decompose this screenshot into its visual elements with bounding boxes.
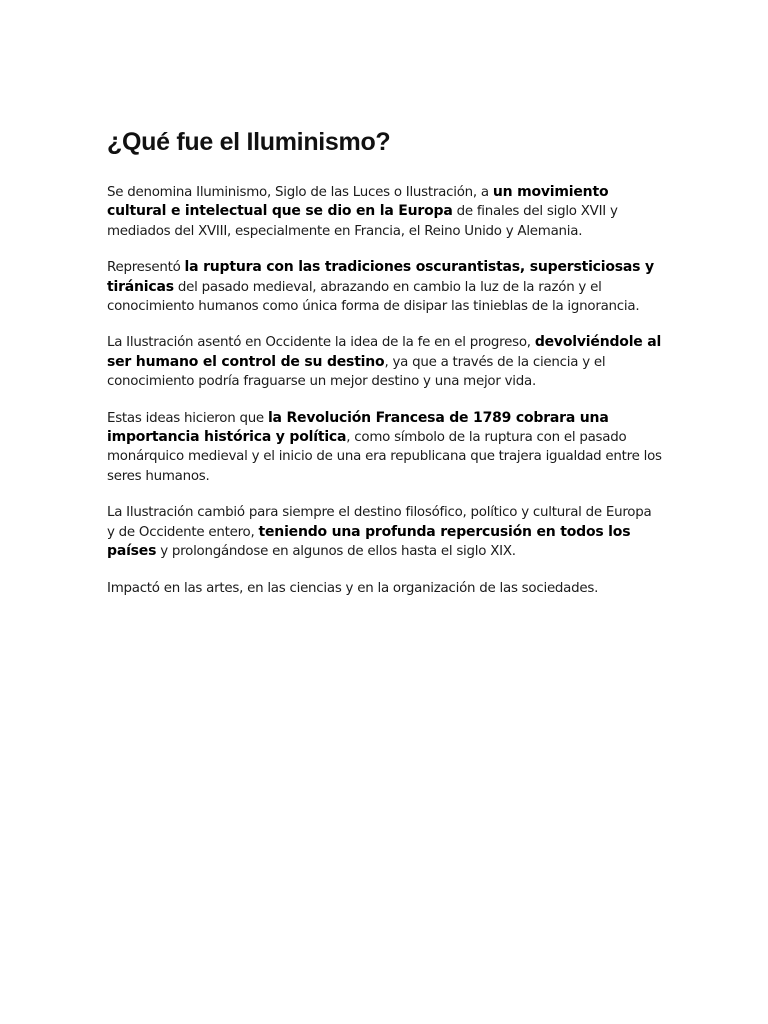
paragraph-1 <box>107 183 662 241</box>
paragraph-text: , ya que a través de la ciencia y el conocimiento podría fraguarse un mejor destino y una mejor vida. <box>107 354 606 390</box>
document-page <box>107 124 662 615</box>
paragraph-text: La Ilustración cambió para siempre el destino filosófico, político y cultural de Europa y de Occidente entero, <box>107 505 652 540</box>
paragraph-bold-text: un movimiento cultural e intelectual que se dio en la Europa <box>107 184 609 220</box>
paragraph-bold-text: teniendo una profunda repercusión en todos los países <box>107 523 631 560</box>
paragraph-text: Se denomina Iluminismo, Siglo de las Luces o Ilustración, a <box>107 185 493 200</box>
paragraph-text: Representó <box>107 260 185 276</box>
paragraph-6 <box>107 579 662 598</box>
paragraph-bold-text: la ruptura con las tradiciones oscurantistas, supersticiosas y tiránicas <box>107 259 654 295</box>
page-title: ¿Qué fue el Iluminismo? <box>107 128 391 156</box>
paragraph-text: , como símbolo de la ruptura con el pasado monárquico medieval y el inicio de una era republicana que trajera igualdad entre los seres humanos. <box>107 430 662 484</box>
paragraph-bold-text: la Revolución Francesa de 1789 cobrara una importancia histórica y política <box>107 409 609 446</box>
paragraph-text: del pasado medieval, abrazando en cambio la luz de la razón y el conocimiento humanos como única forma de disipar las tinieblas de la ignorancia. <box>107 279 640 315</box>
paragraph-text: Estas ideas hicieron que <box>107 410 268 426</box>
paragraph-text: y prolongándose en algunos de ellos hasta el siglo XIX. <box>156 544 516 560</box>
paragraph-bold-text: devolviéndole al ser humano el control de su destino <box>107 334 662 370</box>
paragraph-5 <box>107 503 662 561</box>
paragraph-text: La Ilustración asentó en Occidente la idea de la fe en el progreso, <box>107 335 535 351</box>
paragraph-4 <box>107 409 662 487</box>
paragraph-text: de finales del siglo XVII y mediados del XVIII, especialmente en Francia, el Reino Unido y Alemania. <box>107 204 618 239</box>
paragraph-2 <box>107 258 662 316</box>
paragraph-text: Impactó en las artes, en las ciencias y en la organización de las sociedades. <box>107 580 599 596</box>
paragraph-3 <box>107 333 662 391</box>
